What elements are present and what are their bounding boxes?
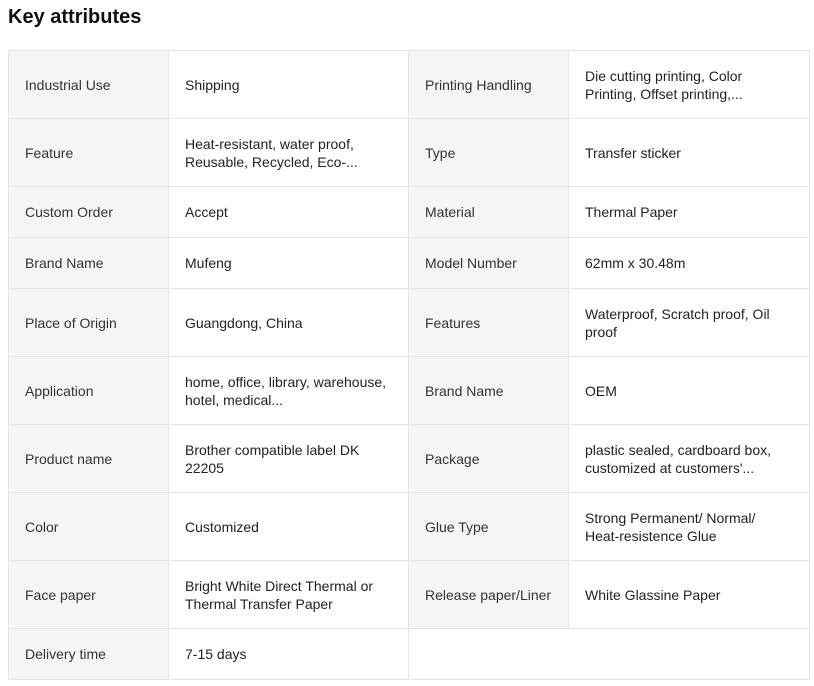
attribute-label: Glue Type — [409, 493, 569, 561]
table-row — [9, 425, 810, 493]
attribute-value: Brother compatible label DK 22205 — [169, 425, 409, 493]
attribute-value: Shipping — [169, 51, 409, 119]
empty-cell — [409, 629, 810, 680]
attribute-value: Thermal Paper — [569, 187, 810, 238]
attribute-label: Package — [409, 425, 569, 493]
attribute-value: Guangdong, China — [169, 289, 409, 357]
attribute-label: Face paper — [9, 561, 169, 629]
section-title: Key attributes — [8, 6, 142, 28]
table-row — [9, 119, 810, 187]
attribute-value: Accept — [169, 187, 409, 238]
attribute-label: Features — [409, 289, 569, 357]
table-row — [9, 629, 810, 680]
table-row — [9, 238, 810, 289]
table-row — [9, 561, 810, 629]
attribute-label: Material — [409, 187, 569, 238]
table-row — [9, 357, 810, 425]
attribute-label: Delivery time — [9, 629, 169, 680]
attribute-value: Customized — [169, 493, 409, 561]
attribute-value: Bright White Direct Thermal or Thermal Transfer Paper — [169, 561, 409, 629]
attribute-value: Transfer sticker — [569, 119, 810, 187]
attribute-label: Industrial Use — [9, 51, 169, 119]
attribute-label: Model Number — [409, 238, 569, 289]
attribute-value: Mufeng — [169, 238, 409, 289]
attribute-value: Heat-resistant, water proof, Reusable, Recycled, Eco-... — [169, 119, 409, 187]
attribute-value: 7-15 days — [169, 629, 409, 680]
attribute-value: 62mm x 30.48m — [569, 238, 810, 289]
attribute-value: plastic sealed, cardboard box, customized at customers'... — [569, 425, 810, 493]
attribute-value: Strong Permanent/ Normal/ Heat-resistence Glue — [569, 493, 810, 561]
attribute-value: White Glassine Paper — [569, 561, 810, 629]
attribute-value: Die cutting printing, Color Printing, Offset printing,... — [569, 51, 810, 119]
key-attributes-table — [8, 50, 810, 680]
table-row — [9, 289, 810, 357]
table-row — [9, 187, 810, 238]
attribute-label: Brand Name — [9, 238, 169, 289]
attribute-label: Type — [409, 119, 569, 187]
attribute-label: Feature — [9, 119, 169, 187]
attribute-value: home, office, library, warehouse, hotel, medical... — [169, 357, 409, 425]
attribute-value: OEM — [569, 357, 810, 425]
attribute-label: Printing Handling — [409, 51, 569, 119]
attribute-label: Release paper/Liner — [409, 561, 569, 629]
attribute-label: Place of Origin — [9, 289, 169, 357]
attribute-label: Color — [9, 493, 169, 561]
table-row — [9, 493, 810, 561]
table-row — [9, 51, 810, 119]
attribute-label: Brand Name — [409, 357, 569, 425]
attribute-label: Application — [9, 357, 169, 425]
attribute-value: Waterproof, Scratch proof, Oil proof — [569, 289, 810, 357]
attribute-label: Product name — [9, 425, 169, 493]
attribute-label: Custom Order — [9, 187, 169, 238]
